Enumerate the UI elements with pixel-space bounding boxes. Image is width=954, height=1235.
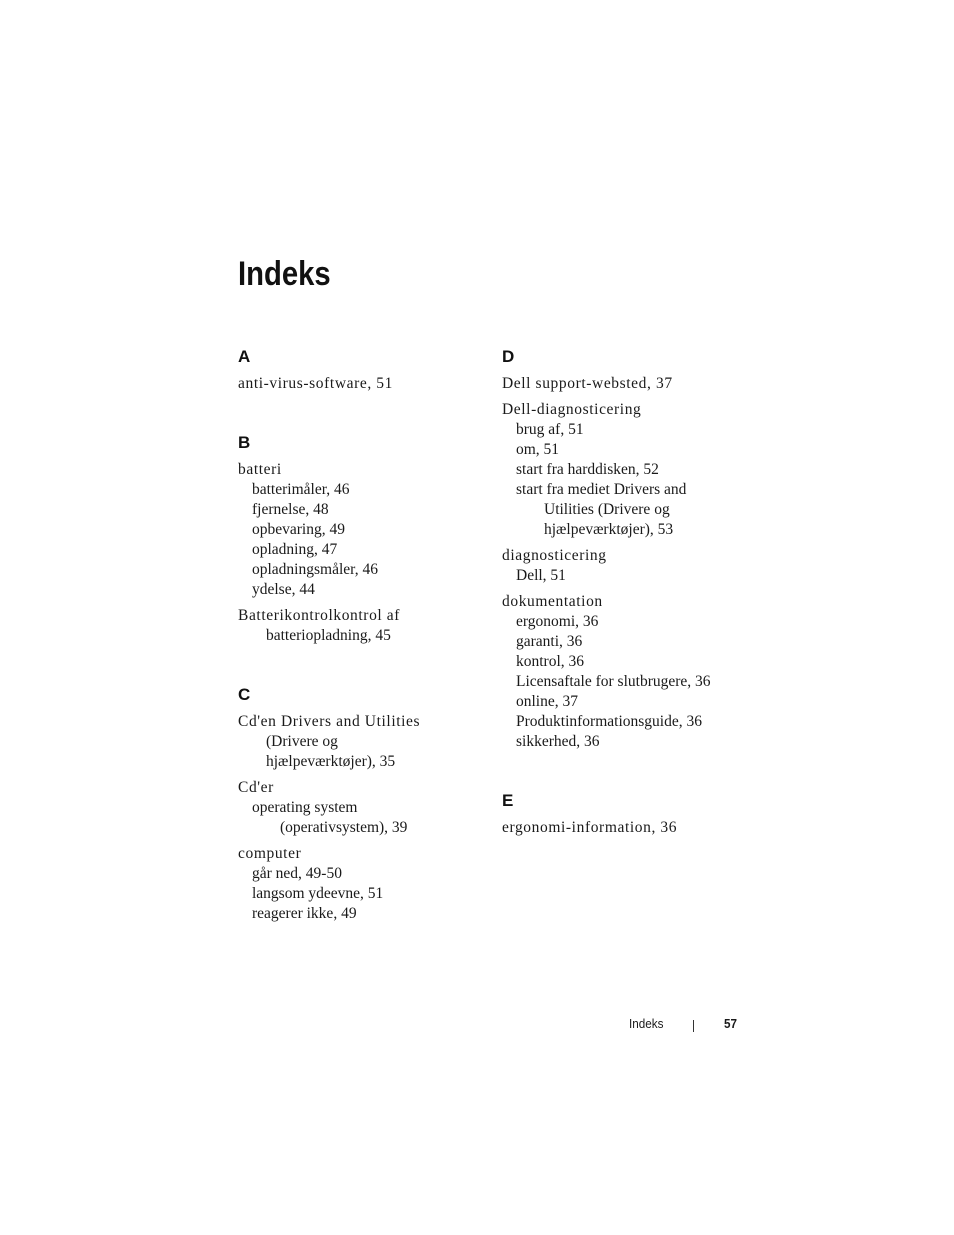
index-subterm: start fra harddisken, 52: [516, 461, 659, 478]
index-subterm: kontrol, 36: [516, 653, 585, 670]
index-entry: [238, 778, 468, 838]
index-term: Dell-diagnosticering: [502, 401, 642, 418]
index-subterm: om, 51: [516, 441, 560, 458]
section-letter-a: A: [238, 347, 251, 366]
index-entry: [238, 712, 468, 772]
footer-label: Indeks: [629, 1016, 664, 1031]
index-subterm-continuation: Utilities (Drivere og: [544, 501, 670, 518]
index-subterm: sikkerhed, 36: [516, 733, 600, 750]
index-subterm: Dell, 51: [516, 567, 566, 584]
index-subterm: går ned, 49-50: [252, 865, 342, 882]
index-entry: [502, 592, 742, 752]
section-letter-c: C: [238, 685, 251, 704]
index-entry: [238, 460, 468, 600]
index-subterm: online, 37: [516, 693, 578, 710]
section-letter-b: B: [238, 433, 251, 452]
index-subterm: opbevaring, 49: [252, 521, 345, 538]
index-entry: [238, 844, 468, 924]
section-gap: [238, 394, 468, 426]
index-entry: [502, 374, 742, 394]
index-subterm: start fra mediet Drivers and: [516, 481, 687, 498]
index-subterm: Licensaftale for slutbrugere, 36: [516, 673, 711, 690]
index-term-continuation: (Drivere og: [266, 733, 338, 750]
page-title: Indeks: [238, 255, 331, 293]
index-term: Cd'en Drivers and Utilities: [238, 713, 421, 730]
index-term: Cd'er: [238, 779, 274, 796]
index-term: computer: [238, 845, 302, 862]
section-gap: [502, 752, 742, 784]
index-term: diagnosticering: [502, 547, 607, 564]
index-subterm: brug af, 51: [516, 421, 584, 438]
index-term: ergonomi-information, 36: [502, 819, 678, 836]
index-subterm: ergonomi, 36: [516, 613, 599, 630]
index-term: batteri: [238, 461, 282, 478]
index-column-right: [502, 340, 742, 838]
index-subterm: reagerer ikke, 49: [252, 905, 357, 922]
index-entry: [238, 374, 468, 394]
index-subterm: opladningsmåler, 46: [252, 561, 378, 578]
index-subterm: batterimåler, 46: [252, 481, 350, 498]
index-entry: [502, 546, 742, 586]
page-number: 57: [724, 1016, 738, 1031]
index-term: Dell support-websted, 37: [502, 375, 673, 392]
section-letter-e: E: [502, 791, 514, 810]
index-entry: [502, 400, 742, 540]
index-subterm: ydelse, 44: [252, 581, 315, 598]
index-term: Batterikontrolkontrol af: [238, 607, 401, 624]
index-subterm: fjernelse, 48: [252, 501, 329, 518]
index-subterm: langsom ydeevne, 51: [252, 885, 384, 902]
index-column-left: [238, 340, 468, 924]
index-term-continuation: hjælpeværktøjer), 35: [266, 753, 396, 770]
page-footer: [0, 1015, 954, 1035]
index-entry: [238, 606, 468, 646]
section-letter-d: D: [502, 347, 515, 366]
index-term: dokumentation: [502, 593, 603, 610]
index-subterm-continuation: (operativsystem), 39: [280, 819, 408, 836]
index-term: anti-virus-software, 51: [238, 375, 393, 392]
section-gap: [238, 646, 468, 678]
index-subterm: opladning, 47: [252, 541, 338, 558]
footer-divider: [693, 1020, 694, 1032]
index-subterm: garanti, 36: [516, 633, 583, 650]
index-subterm: Produktinformationsguide, 36: [516, 713, 702, 730]
index-subterm-continuation: hjælpeværktøjer), 53: [544, 521, 674, 538]
index-subterm: operating system: [252, 799, 358, 816]
index-term-continuation: batteriopladning, 45: [266, 627, 391, 644]
index-entry: [502, 818, 742, 838]
